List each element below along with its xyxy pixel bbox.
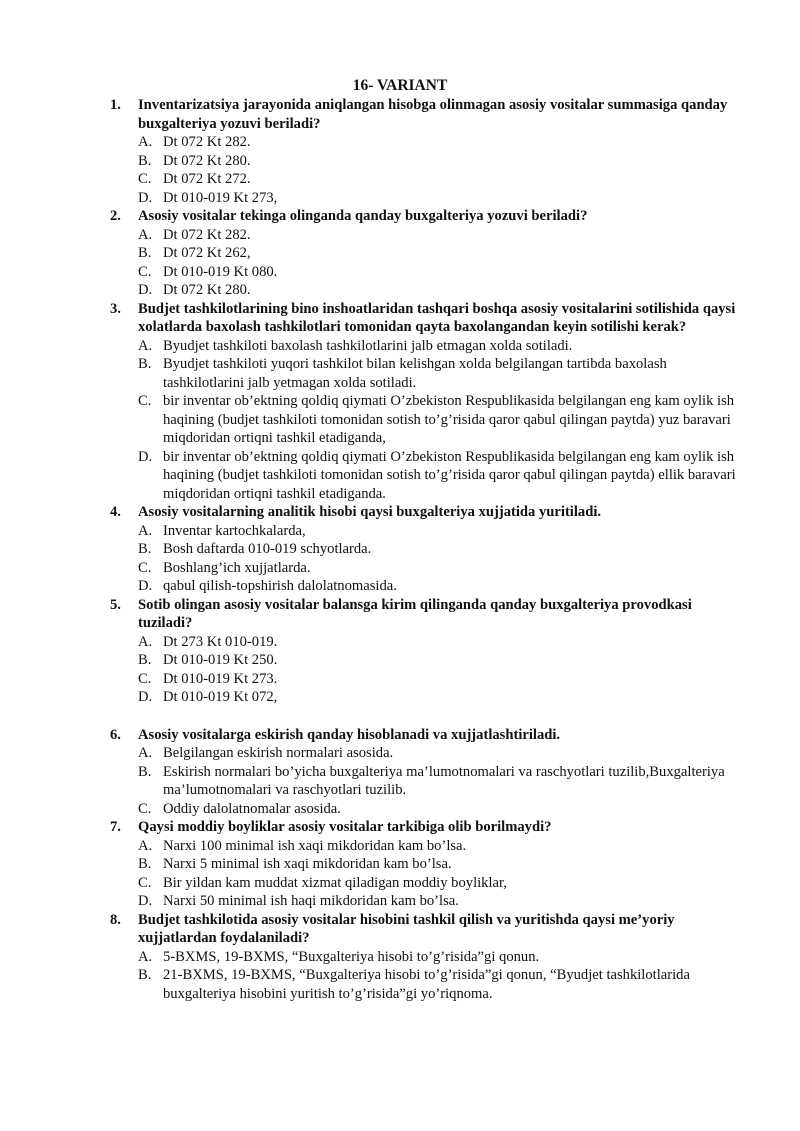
option-b <box>0 244 800 263</box>
option-c <box>0 800 800 819</box>
option-letter: A. <box>138 226 153 243</box>
option-d <box>0 892 800 911</box>
option-text: Bir yildan kam muddat xizmat qiladigan moddiy boyliklar, <box>163 874 507 891</box>
question-text: Asosiy vositalarga eskirish qanday hisoblanadi va xujjatlashtiriladi. <box>138 726 561 743</box>
question-text: Sotib olingan asosiy vositalar balansga kirim qilinganda qanday buxgalteriya provodkasi tuziladi? <box>138 596 692 631</box>
option-c <box>0 874 800 893</box>
option-b <box>0 855 800 874</box>
question-text: Budjet tashkilotida asosiy vositalar hisobini tashkil qilish va yuritishda qaysi me’yoriy xujjatlardan foydalaniladi? <box>138 911 675 946</box>
option-b <box>0 651 800 670</box>
option-text: bir inventar ob’ektning qoldiq qiymati O’zbekiston Respublikasida belgilangan eng kam oylik ish haqining (budjet tashkiloti tomonidan sotish to’g’risida qaror qabul qilingan paytda) yuz baravari miqdoridan ortiqni tashkil etadiganda, <box>163 393 735 446</box>
question-number: 8. <box>110 911 121 928</box>
question-1 <box>0 96 800 207</box>
question-8 <box>0 911 800 1004</box>
question-5 <box>0 596 800 707</box>
option-c <box>0 170 800 189</box>
option-b <box>0 152 800 171</box>
option-letter: B. <box>138 152 152 169</box>
option-b <box>0 763 800 800</box>
option-text: Dt 010-019 Kt 250. <box>163 652 278 668</box>
option-a <box>0 948 800 967</box>
question-text: Asosiy vositalar tekinga olinganda qanday buxgalteriya yozuvi beriladi? <box>138 208 588 224</box>
question-number: 6. <box>110 726 121 743</box>
question-number: 3. <box>110 300 121 317</box>
option-text: Dt 072 Kt 280. <box>163 152 251 169</box>
option-c <box>0 670 800 689</box>
option-text: Inventar kartochkalarda, <box>163 522 306 539</box>
option-letter: C. <box>138 171 152 187</box>
option-d <box>0 281 800 300</box>
option-text: Narxi 100 minimal ish xaqi mikdoridan kam bo’lsa. <box>163 837 467 854</box>
option-d <box>0 688 800 707</box>
option-letter: A. <box>138 633 153 650</box>
option-text: 21-BXMS, 19-BXMS, “Buxgalteriya hisobi to’g’risida”gi qonun, “Byudjet tashkilotlarida buxgalteriya hisobini yuritish to’g’risida”gi yo’riqnoma. <box>163 967 690 1002</box>
option-letter: A. <box>138 134 153 150</box>
question-4 <box>0 503 800 596</box>
question-number: 5. <box>110 596 121 613</box>
question-number: 4. <box>110 504 121 520</box>
option-a <box>0 226 800 245</box>
option-text: Dt 072 Kt 262, <box>163 245 251 261</box>
question-3 <box>0 300 800 504</box>
option-letter: B. <box>138 652 152 668</box>
option-letter: A. <box>138 337 153 354</box>
option-letter: B. <box>138 245 152 261</box>
option-d <box>0 577 800 596</box>
option-text: Narxi 50 minimal ish haqi mikdoridan kam bo’lsa. <box>163 893 459 909</box>
option-text: Byudjet tashkiloti yuqori tashkilot bilan kelishgan xolda belgilangan tartibda baxolash tashkilotlarini jalb yetmagan xolda sotiladi. <box>163 356 667 391</box>
option-b <box>0 355 800 392</box>
option-letter: D. <box>138 578 153 594</box>
option-letter: A. <box>138 837 153 854</box>
question-list <box>0 96 800 1003</box>
option-letter: C. <box>138 670 152 687</box>
option-text: Dt 072 Kt 272. <box>163 171 251 187</box>
option-a <box>0 522 800 541</box>
option-text: Dt 010-019 Kt 273. <box>163 670 278 687</box>
option-letter: D. <box>138 189 153 206</box>
variant-title: 16- VARIANT <box>352 77 448 94</box>
option-text: Dt 072 Kt 282. <box>163 134 251 150</box>
option-letter: A. <box>138 745 153 761</box>
option-text: Oddiy dalolatnomalar asosida. <box>163 800 341 817</box>
option-d <box>0 448 800 504</box>
option-text: 5-BXMS, 19-BXMS, “Buxgalteriya hisobi to’g’risida”gi qonun. <box>163 948 540 965</box>
option-letter: C. <box>138 874 152 891</box>
option-text: Dt 010-019 Kt 072, <box>163 689 278 705</box>
option-a <box>0 337 800 356</box>
option-a <box>0 744 800 763</box>
question-6 <box>0 726 800 819</box>
question-text: Qaysi moddiy boyliklar asosiy vositalar tarkibiga olib borilmaydi? <box>138 819 552 835</box>
question-number: 2. <box>110 208 121 224</box>
option-d <box>0 189 800 208</box>
option-letter: B. <box>138 856 152 872</box>
option-letter: B. <box>138 541 152 557</box>
option-text: Dt 072 Kt 282. <box>163 226 251 243</box>
option-c <box>0 559 800 578</box>
option-text: Bosh daftarda 010-019 schyotlarda. <box>163 541 372 557</box>
option-letter: D. <box>138 282 153 298</box>
option-letter: C. <box>138 263 152 280</box>
option-text: Dt 072 Kt 280. <box>163 282 251 298</box>
option-text: Dt 010-019 Kt 080. <box>163 263 278 280</box>
option-text: bir inventar ob’ektning qoldiq qiymati O’zbekiston Respublikasida belgilangan eng kam oylik ish haqining (budjet tashkiloti tomonidan sotish to’g’risida qaror qabul qilingan paytda) ellik baravari miqdoridan ortiqni tashkil etadiganda. <box>163 448 736 502</box>
option-letter: C. <box>138 800 152 817</box>
option-b <box>0 966 800 1003</box>
option-letter: A. <box>138 522 153 539</box>
option-c <box>0 263 800 282</box>
option-letter: D. <box>138 689 153 705</box>
option-letter: A. <box>138 948 153 965</box>
question-7 <box>0 818 800 911</box>
option-letter: B. <box>138 356 152 372</box>
option-b <box>0 540 800 559</box>
question-text: Budjet tashkilotlarining bino inshoatlaridan tashqari boshqa asosiy vositalarini sotilishida qaysi xolatlarda baxolash tashkilotlari tomonidan qayta baxolangandan keyin sotilishi kerak? <box>138 300 736 335</box>
option-a <box>0 837 800 856</box>
option-text: Byudjet tashkiloti baxolash tashkilotlarini jalb etmagan xolda sotiladi. <box>163 337 573 354</box>
option-text: Boshlang’ich xujjatlarda. <box>163 559 311 576</box>
option-text: Eskirish normalari bo’yicha buxgalteriya ma’lumotnomalari va raschyotlari tuzilib,Buxgalteriya ma’lumotnomalari va raschyotlari tuzilib. <box>163 763 725 798</box>
option-text: Dt 010-019 Kt 273, <box>163 189 278 206</box>
option-letter: C. <box>138 559 152 576</box>
question-number: 1. <box>110 97 121 113</box>
option-a <box>0 133 800 152</box>
option-letter: B. <box>138 967 152 983</box>
option-text: qabul qilish-topshirish dalolatnomasida. <box>163 578 397 594</box>
question-2 <box>0 207 800 300</box>
option-letter: C. <box>138 393 152 409</box>
option-c <box>0 392 800 448</box>
option-text: Narxi 5 minimal ish xaqi mikdoridan kam bo’lsa. <box>163 856 452 872</box>
question-text: Inventarizatsiya jarayonida aniqlangan hisobga olinmagan asosiy vositalar summasiga qanday buxgalteriya yozuvi beriladi? <box>138 97 728 132</box>
option-letter: D. <box>138 893 153 909</box>
option-text: Dt 273 Kt 010-019. <box>163 633 278 650</box>
option-letter: B. <box>138 763 152 780</box>
option-letter: D. <box>138 448 153 465</box>
option-text: Belgilangan eskirish normalari asosida. <box>163 745 394 761</box>
option-a <box>0 633 800 652</box>
question-number: 7. <box>110 819 121 835</box>
question-text: Asosiy vositalarning analitik hisobi qaysi buxgalteriya xujjatida yuritiladi. <box>138 504 602 520</box>
